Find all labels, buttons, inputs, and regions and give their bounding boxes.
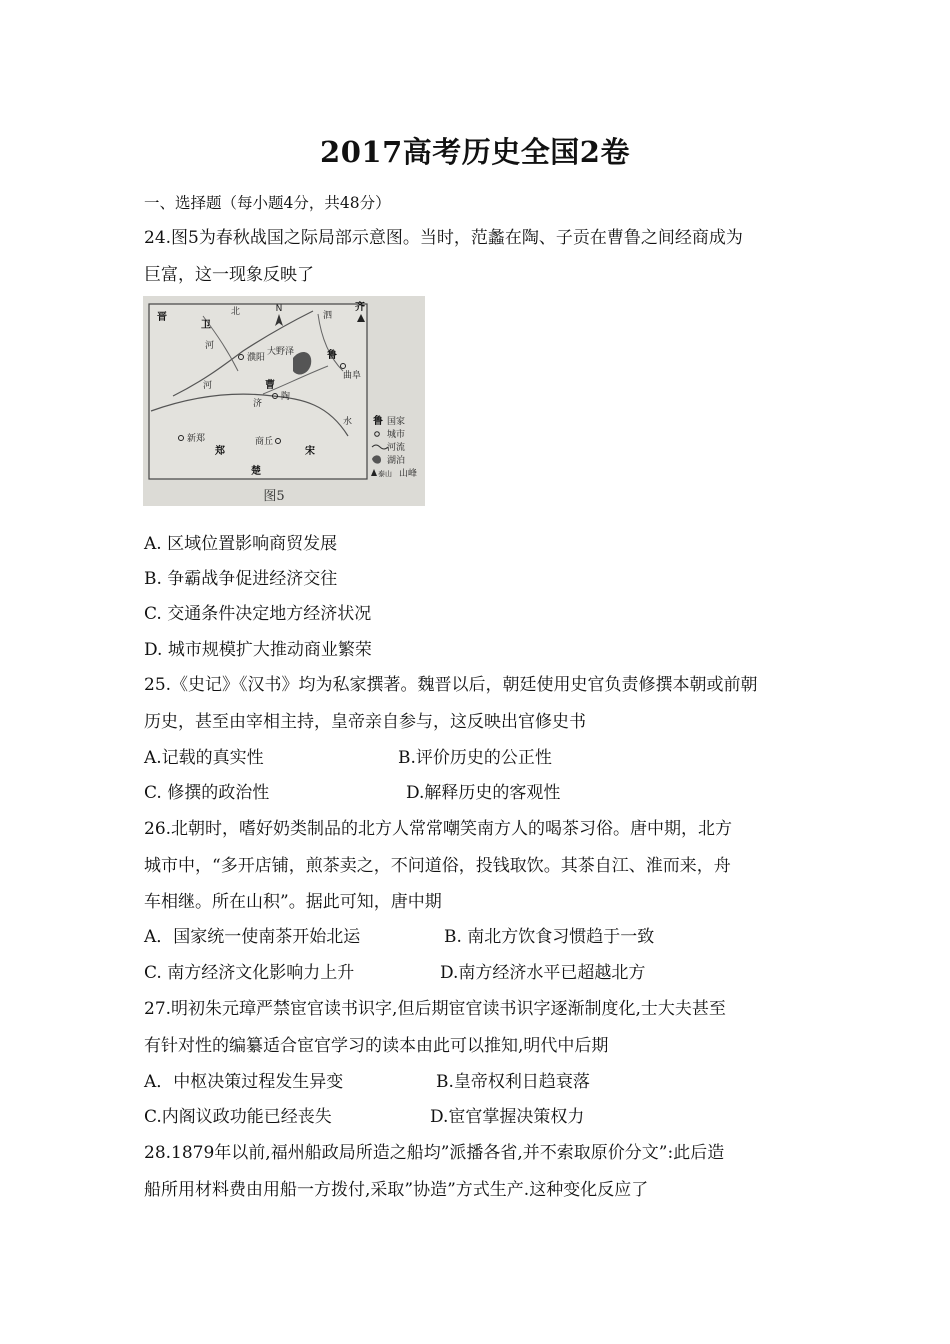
map-state-jin: 晋 — [157, 312, 167, 323]
q27-stem-line2: 有针对性的编纂适合宦官学习的读本由此可以推知,明代中后期 — [144, 1036, 609, 1056]
legend-city: 城市 — [387, 430, 406, 440]
map-river-ji: 济 — [253, 399, 263, 409]
map-city-tao: 陶 — [281, 392, 291, 402]
q26-stem-line1: 26.北朝时，嗜好奶类制品的北方人常常嘲笑南方人的喝茶习俗。唐中期，北方 — [144, 819, 733, 839]
map-city-puyang: 濮阳 — [247, 353, 266, 363]
map-city-qufu: 曲阜 — [343, 371, 362, 381]
map-state-qi: 齐 — [355, 302, 365, 313]
map-river-he1: 河 — [205, 341, 215, 351]
q26-option-a: A．国家统一使南茶开始北运 — [144, 927, 361, 947]
map-state-zheng: 郑 — [215, 446, 225, 457]
q28-stem-line2: 船所用材料费由用船一方拨付,采取”协造”方式生产.这种变化反应了 — [144, 1180, 649, 1200]
figure-caption: 图5 — [263, 489, 285, 504]
section-heading: 一、选择题（每小题4分，共48分） — [144, 194, 391, 212]
north-label: N — [275, 304, 283, 314]
page-title: 2017高考历史全国2卷 — [320, 135, 630, 169]
q26-option-c: C. 南方经济文化影响力上升 — [144, 963, 355, 983]
q24-option-a: A. 区域位置影响商贸发展 — [144, 534, 338, 554]
q25-stem-line2: 历史，甚至由宰相主持，皇帝亲自参与，这反映出官修史书 — [144, 712, 586, 732]
legend-state: 国家 — [387, 417, 406, 427]
q27-option-c: C.内阁议政功能已经丧失 — [144, 1107, 332, 1127]
map-river-shui: 水 — [343, 417, 353, 427]
map-state-song: 宋 — [305, 446, 315, 457]
map-city-shangqiu: 商丘 — [255, 437, 274, 447]
q25-option-c: C. 修撰的政治性 — [144, 783, 270, 803]
q26-option-b: B. 南北方饮食习惯趋于一致 — [444, 927, 655, 947]
q25-option-b: B.评价历史的公正性 — [398, 748, 552, 768]
q24-stem-line1: 24.图5为春秋战国之际局部示意图。当时，范蠡在陶、子贡在曹鲁之间经商成为 — [144, 228, 743, 248]
map-state-chu: 楚 — [251, 466, 261, 477]
map-river-bei: 北 — [231, 307, 241, 317]
q27-option-d: D.宦官掌握决策权力 — [430, 1107, 585, 1127]
map-river-si: 泗 — [323, 311, 333, 321]
legend-lake: 湖泊 — [387, 456, 406, 466]
q25-stem-line1: 25.《史记》《汉书》均为私家撰著。魏晋以后，朝廷使用史官负责修撰本朝或前朝 — [144, 675, 758, 695]
map-state-cao: 曹 — [265, 380, 275, 391]
legend-river: 河流 — [387, 443, 406, 453]
map-state-wei: 卫 — [201, 320, 211, 331]
q24-option-d: D. 城市规模扩大推动商业繁荣 — [144, 640, 372, 660]
legend-peak: 山峰 — [399, 469, 418, 479]
q26-option-d: D.南方经济水平已超越北方 — [440, 963, 646, 983]
map-lake-label: 大野泽 — [267, 347, 295, 357]
q28-stem-line1: 28.1879年以前,福州船政局所造之船均”派播各省,并不索取原价分文”:此后造 — [144, 1143, 725, 1163]
q24-option-b: B. 争霸战争促进经济交往 — [144, 569, 338, 589]
q26-stem-line3: 车相继。所在山积”。据此可知，唐中期 — [144, 892, 442, 912]
q25-option-d: D.解释历史的客观性 — [406, 783, 561, 803]
q27-option-a: A．中枢决策过程发生异变 — [144, 1072, 344, 1092]
q27-option-b: B.皇帝权利日趋衰落 — [436, 1072, 590, 1092]
map-state-lu: 鲁 — [327, 350, 337, 361]
q24-option-c: C. 交通条件决定地方经济状况 — [144, 604, 372, 624]
map-city-xinzheng: 新郑 — [187, 434, 206, 444]
q26-stem-line2: 城市中，“多开店铺，煎茶卖之，不问道俗，投钱取饮。其茶自江、淮而来，舟 — [144, 856, 731, 876]
map-river-he2: 河 — [203, 381, 213, 391]
q24-stem-line2: 巨富，这一现象反映了 — [144, 265, 314, 285]
q27-stem-line1: 27.明初朱元璋严禁宦官读书识字,但后期宦官读书识字逐渐制度化,士大夫甚至 — [144, 999, 726, 1019]
legend-state-sample: 鲁 — [373, 416, 383, 427]
figure-5-map — [143, 296, 425, 506]
legend-peak-sample: 泰山 — [378, 470, 392, 478]
q25-option-a: A.记载的真实性 — [144, 748, 264, 768]
